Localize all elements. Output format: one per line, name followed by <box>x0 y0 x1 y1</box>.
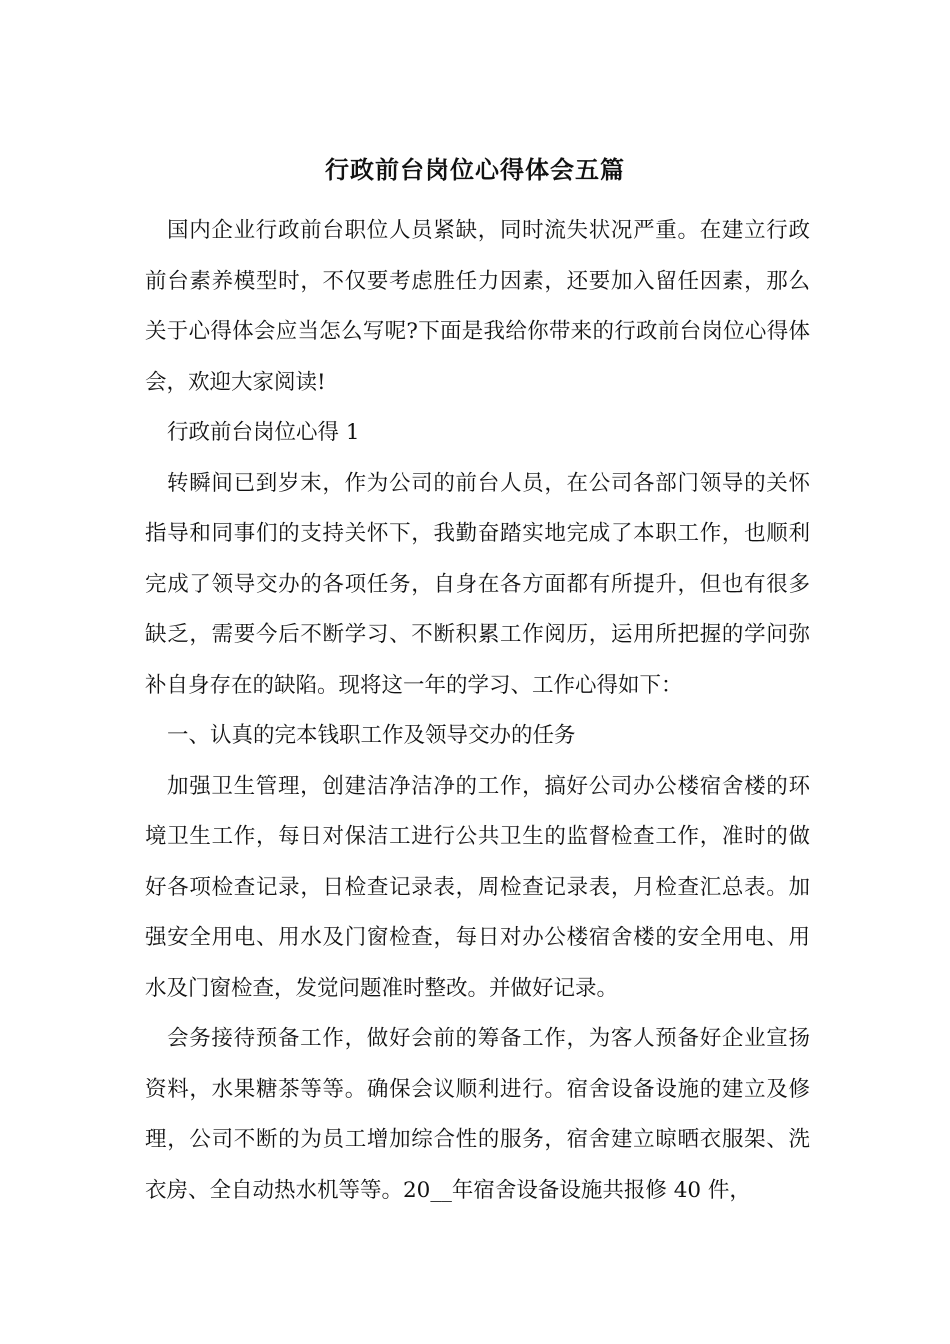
body-paragraph-1: 转瞬间已到岁末，作为公司的前台人员，在公司各部门领导的关怀指导和同事们的支持关怀下，我勤奋踏实地完成了本职工作，也顺利完成了领导交办的各项任务，自身在各方面都有所提升，但也有很多缺乏，需要今后不断学习、不断积累工作阅历，运用所把握的学问弥补自身存在的缺陷。现将这一年的学习、工作心得如下： <box>145 470 810 698</box>
document-title: 行政前台岗位心得体会五篇 <box>325 155 625 184</box>
intro-paragraph: 国内企业行政前台职位人员紧缺，同时流失状况严重。在建立行政前台素养模型时，不仅要考虑胜任力因素，还要加入留任因素，那么关于心得体会应当怎么写呢?下面是我给你带来的行政前台岗位心得体会，欢迎大家阅读! <box>145 218 810 395</box>
body-paragraph-3: 会务接待预备工作，做好会前的筹备工作，为客人预备好企业宣扬资料，水果糖茶等等。确保会议顺利进行。宿舍设备设施的建立及修理，公司不断的为员工增加综合性的服务，宿舍建立晾晒衣服架、洗衣房、全自动热水机等等。20__年宿舍设备设施共报修 40 件， <box>145 1026 810 1203</box>
subsection-heading-1: 一、认真的完本钱职工作及领导交办的任务 <box>167 723 576 748</box>
section-heading-1: 行政前台岗位心得 1 <box>167 420 360 445</box>
document-body <box>145 206 810 1216</box>
body-paragraph-2: 加强卫生管理，创建洁净洁净的工作，搞好公司办公楼宿舍楼的环境卫生工作，每日对保洁工进行公共卫生的监督检查工作，准时的做好各项检查记录，日检查记录表，周检查记录表，月检查汇总表。加强安全用电、用水及门窗检查，每日对办公楼宿舍楼的安全用电、用水及门窗检查，发觉问题准时整改。并做好记录。 <box>145 773 810 1001</box>
